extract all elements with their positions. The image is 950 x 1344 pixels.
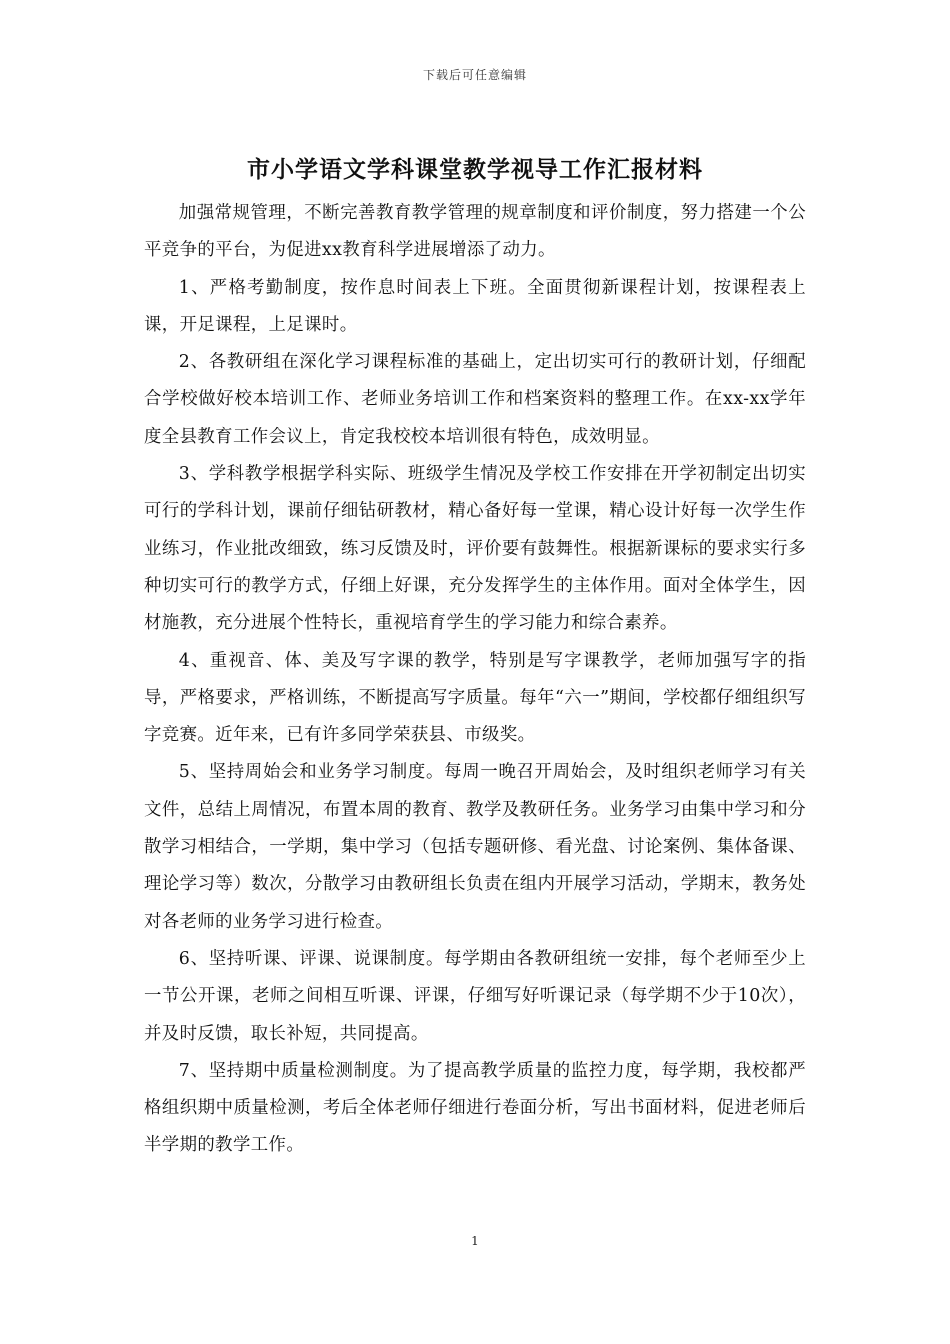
paragraph-4: 4、重视音、体、美及写字课的教学，特别是写字课教学，老师加强写字的指导，严格要求，严格训练，不断提高写字质量。每年“六一”期间，学校都仔细组织写字竞赛。近年来，已有许多同学荣获县、市级奖。 xyxy=(144,650,806,746)
page-number: 1 xyxy=(471,1234,479,1248)
paragraph-2: 2、各教研组在深化学习课程标准的基础上，定出切实可行的教研计划，仔细配合学校做好校本培训工作、老师业务培训工作和档案资料的整理工作。在xx-xx学年度全县教育工作会议上，肯定我校校本培训很有特色，成效明显。 xyxy=(144,352,806,447)
document-title: 市小学语文学科课堂教学视导工作汇报材料 xyxy=(247,156,703,183)
paragraph-1: 1、严格考勤制度，按作息时间表上下班。全面贯彻新课程计划，按课程表上课，开足课程，上足课时。 xyxy=(144,277,806,335)
paragraph-6: 6、坚持听课、评课、说课制度。每学期由各教研组统一安排，每个老师至少上一节公开课，老师之间相互听课、评课，仔细写好听课记录（每学期不少于10次），并及时反馈，取长补短，共同提高。 xyxy=(144,948,806,1044)
paragraph-intro: 加强常规管理，不断完善教育教学管理的规章制度和评价制度，努力搭建一个公平竞争的平台，为促进xx教育科学进展增添了动力。 xyxy=(144,203,806,261)
paragraph-5: 5、坚持周始会和业务学习制度。每周一晚召开周始会，及时组织老师学习有关文件，总结上周情况，布置本周的教育、教学及教研任务。业务学习由集中学习和分散学习相结合，一学期，集中学习（包括专题研修、看光盘、讨论案例、集体备课、理论学习等）数次，分散学习由教研组长负责在组内开展学习活动，学期末，教务处对各老师的业务学习进行检查。 xyxy=(144,762,806,932)
document-body xyxy=(144,195,806,1165)
paragraph-3: 3、学科教学根据学科实际、班级学生情况及学校工作安排在开学初制定出切实可行的学科计划，课前仔细钻研教材，精心备好每一堂课，精心设计好每一次学生作业练习，作业批改细致，练习反馈及时，评价要有鼓舞性。根据新课标的要求实行多种切实可行的教学方式，仔细上好课，充分发挥学生的主体作用。面对全体学生，因材施教，充分进展个性特长，重视培育学生的学习能力和综合素养。 xyxy=(144,464,806,634)
paragraph-7: 7、坚持期中质量检测制度。为了提高教学质量的监控力度，每学期，我校都严格组织期中质量检测，考后全体老师仔细进行卷面分析，写出书面材料，促进老师后半学期的教学工作。 xyxy=(144,1060,806,1156)
header-note: 下载后可任意编辑 xyxy=(422,68,527,82)
